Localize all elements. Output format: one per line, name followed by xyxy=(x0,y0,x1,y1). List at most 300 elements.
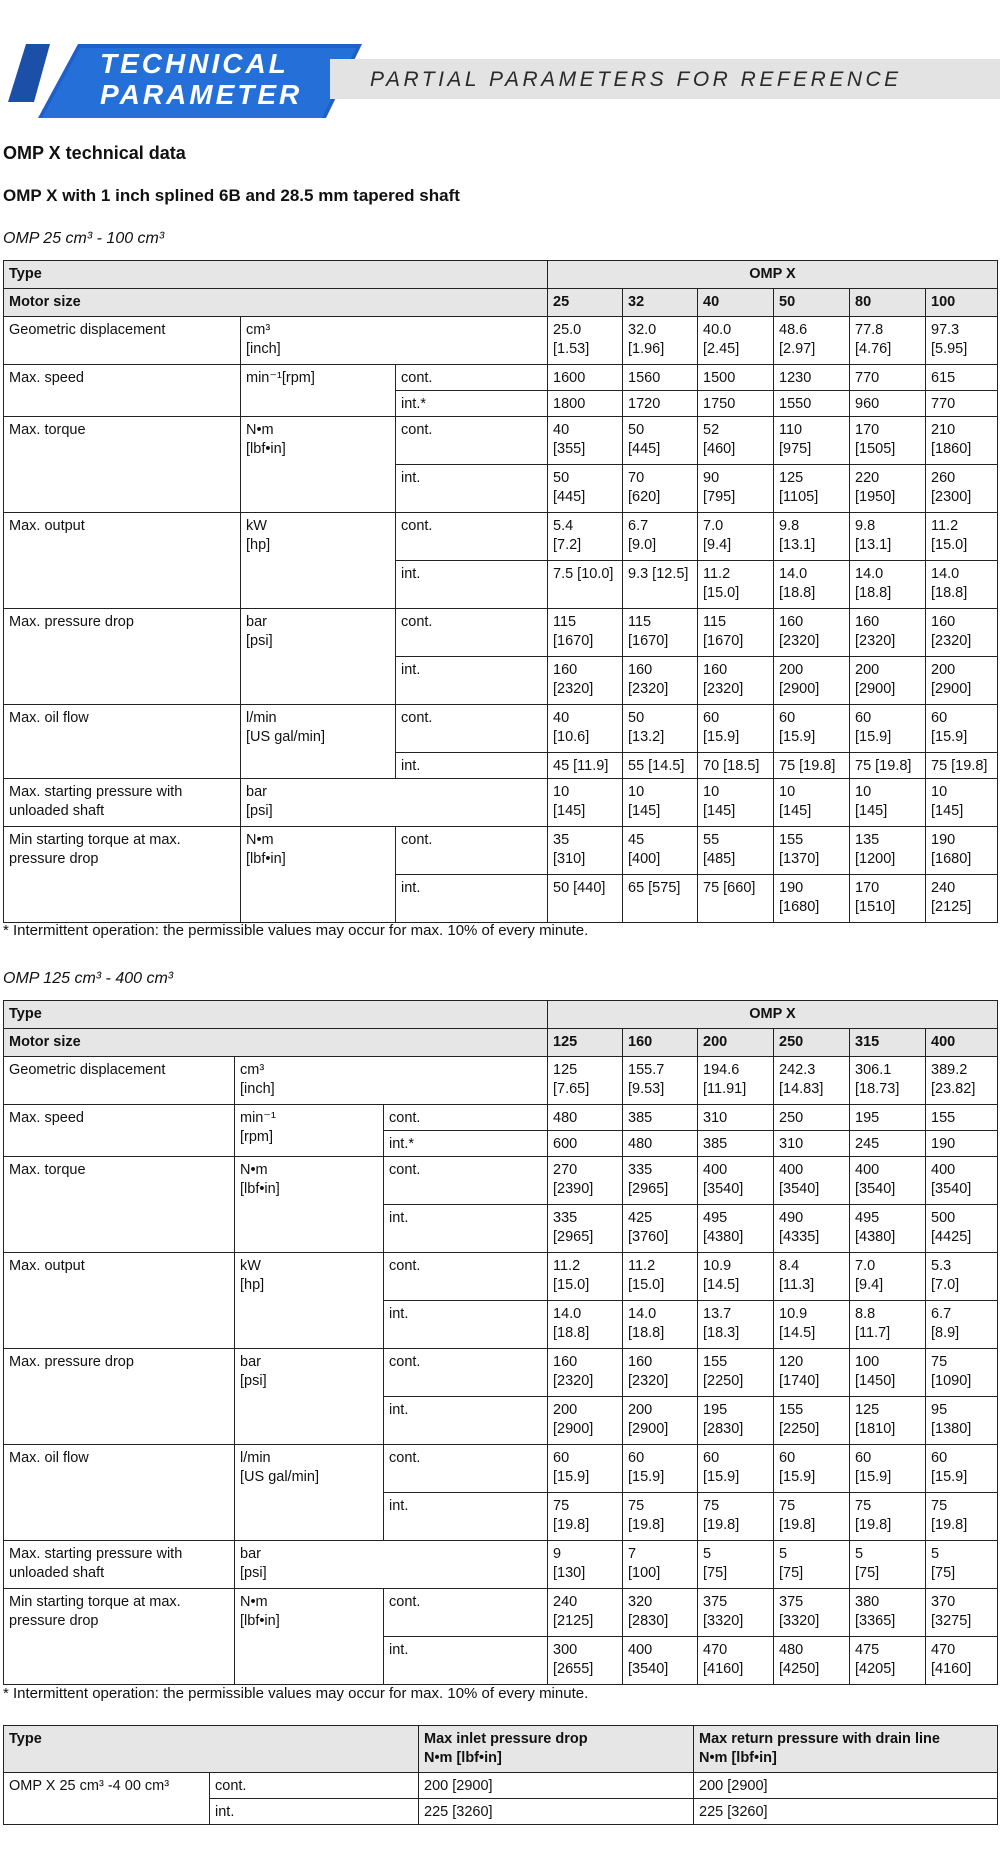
value-line: 75 xyxy=(703,1498,720,1514)
value-line: 306.1 xyxy=(855,1062,892,1078)
size-cell: 125 xyxy=(548,1029,623,1057)
value-line: 400 xyxy=(779,1162,804,1178)
value-line: [19.8] xyxy=(855,1517,892,1533)
unit-line: cm³ xyxy=(240,1062,265,1078)
value-cell xyxy=(774,1157,850,1205)
value-line: [15.0] xyxy=(628,1277,665,1293)
size-cell: 32 xyxy=(623,289,698,317)
value-line: [15.9] xyxy=(779,1469,816,1485)
value-cell xyxy=(926,609,998,657)
value-line: [3540] xyxy=(855,1181,896,1197)
value-cell xyxy=(926,1057,998,1105)
value-cell xyxy=(548,1205,623,1253)
value-line: [15.9] xyxy=(628,1469,665,1485)
unit-cell xyxy=(241,417,396,513)
value-line: [130] xyxy=(553,1565,586,1581)
value-line: [3275] xyxy=(931,1613,972,1629)
value-cell xyxy=(623,1157,698,1205)
value-line: 425 xyxy=(628,1210,653,1226)
value-cell xyxy=(548,1253,623,1301)
value-line: 75 [660] xyxy=(703,880,756,896)
mode-cell: cont. xyxy=(396,417,548,465)
value-line: 100 xyxy=(855,1354,880,1370)
value-line: 160 xyxy=(855,614,880,630)
value-cell xyxy=(774,417,850,465)
value-cell xyxy=(623,465,698,513)
table-row xyxy=(4,1445,998,1493)
unit-cell xyxy=(241,513,396,609)
table-row xyxy=(4,1773,998,1799)
value-cell xyxy=(698,779,774,827)
table1 xyxy=(3,260,998,923)
mode-cell: cont. xyxy=(396,365,548,391)
value-line: 242.3 xyxy=(779,1062,816,1078)
value-line: [100] xyxy=(628,1565,661,1581)
value-line: [1670] xyxy=(553,633,594,649)
value-line: 60 xyxy=(931,710,948,726)
value-line: 7 xyxy=(628,1546,637,1562)
unit-line: [US gal/min] xyxy=(246,729,325,745)
value-line: 240 xyxy=(931,880,956,896)
value-cell xyxy=(698,1445,774,1493)
value-line: [75] xyxy=(779,1565,804,1581)
value-line: 470 xyxy=(931,1642,956,1658)
size-cell: 80 xyxy=(850,289,926,317)
page-heading: OMP X technical data xyxy=(3,143,186,163)
value-line: [7.0] xyxy=(931,1277,960,1293)
value-line: [14.83] xyxy=(779,1081,824,1097)
value-cell xyxy=(774,827,850,875)
value-cell xyxy=(926,561,998,609)
value-line: 10 xyxy=(855,784,872,800)
value-line: [1510] xyxy=(855,899,896,915)
value-line: [400] xyxy=(628,851,661,867)
value-line: [5.95] xyxy=(931,341,968,357)
value-line: 335 xyxy=(553,1210,578,1226)
value-cell xyxy=(623,1637,698,1685)
value-line: 155 xyxy=(779,832,804,848)
value-cell xyxy=(850,1157,926,1205)
banner-title-line2: PARAMETER xyxy=(100,79,303,110)
value-line: 5.3 xyxy=(931,1258,952,1274)
value-line: 125 xyxy=(553,1062,578,1078)
unit-line: cm³ xyxy=(246,322,271,338)
value-line: [10.6] xyxy=(553,729,590,745)
table-row xyxy=(4,705,998,753)
value-line: 40 xyxy=(553,710,570,726)
value-cell: 190 xyxy=(926,1131,998,1157)
value-cell xyxy=(850,827,926,875)
mode-cell: cont. xyxy=(384,1445,548,1493)
mode-cell: cont. xyxy=(210,1773,419,1799)
value-cell xyxy=(850,875,926,923)
value-line: 48.6 xyxy=(779,322,808,338)
value-line: [9.0] xyxy=(628,537,657,553)
size-cell: 25 xyxy=(548,289,623,317)
value-line: 50 xyxy=(553,470,570,486)
value-line: 75 xyxy=(931,1354,948,1370)
value-line: [15.9] xyxy=(779,729,816,745)
value-cell xyxy=(548,779,623,827)
unit-line: [inch] xyxy=(240,1081,275,1097)
value-cell: 1500 xyxy=(698,365,774,391)
unit-line: N•m xyxy=(246,832,274,848)
table-row xyxy=(4,317,998,365)
value-line: 110 xyxy=(779,422,803,438)
banner-title-line1: TECHNICAL xyxy=(100,48,289,79)
value-cell: 1750 xyxy=(698,391,774,417)
value-cell xyxy=(623,1445,698,1493)
value-line: 8.4 xyxy=(779,1258,800,1274)
value-line: [2320] xyxy=(855,633,896,649)
value-line: [145] xyxy=(779,803,812,819)
value-cell: 1550 xyxy=(774,391,850,417)
value-cell xyxy=(926,317,998,365)
value-line: [2320] xyxy=(628,681,669,697)
value-line: [445] xyxy=(553,489,586,505)
value-line: [1810] xyxy=(855,1421,896,1437)
value-line: 490 xyxy=(779,1210,804,1226)
value-line: [2965] xyxy=(553,1229,594,1245)
value-line: 8.8 xyxy=(855,1306,876,1322)
value-line: 200 xyxy=(628,1402,653,1418)
value-line: [19.8] xyxy=(628,1517,665,1533)
table-row xyxy=(4,609,998,657)
value-line: 160 xyxy=(703,662,728,678)
value-line: 75 xyxy=(855,1498,872,1514)
size-cell: 160 xyxy=(623,1029,698,1057)
value-cell xyxy=(850,1637,926,1685)
table-row xyxy=(4,1589,998,1637)
value-line: 10 xyxy=(703,784,720,800)
value-cell xyxy=(926,657,998,705)
value-cell xyxy=(926,1301,998,1349)
value-cell xyxy=(926,513,998,561)
value-line: [18.8] xyxy=(779,585,816,601)
value-line: 155.7 xyxy=(628,1062,665,1078)
value-line: 10 xyxy=(931,784,948,800)
banner xyxy=(0,40,1000,118)
value-cell: 615 xyxy=(926,365,998,391)
value-line: 10.9 xyxy=(779,1306,808,1322)
value-cell xyxy=(548,317,623,365)
row-label: Geometric displacement xyxy=(4,1057,235,1105)
value-line: 155 xyxy=(779,1402,804,1418)
unit-line: [psi] xyxy=(246,803,273,819)
value-line: 200 xyxy=(855,662,880,678)
value-line: 115 xyxy=(553,614,577,630)
value-line: [4425] xyxy=(931,1229,972,1245)
row-label: Max. starting pressure with unloaded shaft xyxy=(4,1541,235,1589)
value-line: 135 xyxy=(855,832,880,848)
value-line: [355] xyxy=(553,441,586,457)
value-line: 220 xyxy=(855,470,880,486)
value-line: 97.3 xyxy=(931,322,960,338)
value-cell xyxy=(623,561,698,609)
value-line: 125 xyxy=(855,1402,880,1418)
value-line: [2320] xyxy=(931,633,972,649)
unit-cell xyxy=(235,1349,384,1445)
value-line: [145] xyxy=(703,803,736,819)
value-cell xyxy=(698,1057,774,1105)
value-cell xyxy=(623,657,698,705)
value-line: 495 xyxy=(855,1210,880,1226)
value-line: [1.96] xyxy=(628,341,665,357)
table1-note: * Intermittent operation: the permissible values may occur for max. 10% of every minute. xyxy=(3,922,589,939)
unit-line: bar xyxy=(246,614,267,630)
value-line: 115 xyxy=(628,614,652,630)
row-label: Max. oil flow xyxy=(4,705,241,779)
value-cell xyxy=(774,1205,850,1253)
value-cell xyxy=(774,609,850,657)
value-cell: 1720 xyxy=(623,391,698,417)
value-line: 500 xyxy=(931,1210,956,1226)
unit-line: [psi] xyxy=(240,1565,267,1581)
value-line: 125 xyxy=(779,470,804,486)
mode-cell: int. xyxy=(396,753,548,779)
unit-cell xyxy=(235,1105,384,1157)
value-line: [2830] xyxy=(703,1421,744,1437)
value-line: 190 xyxy=(779,880,804,896)
value-line: [445] xyxy=(628,441,661,457)
table-row xyxy=(4,513,998,561)
unit-cell xyxy=(235,1445,384,1541)
value-cell: 480 xyxy=(548,1105,623,1131)
value-line: [13.2] xyxy=(628,729,665,745)
value-cell: 310 xyxy=(774,1131,850,1157)
value-line: 60 xyxy=(703,1450,720,1466)
value-cell xyxy=(774,465,850,513)
mode-cell: int. xyxy=(384,1493,548,1541)
value-line: [3760] xyxy=(628,1229,669,1245)
size-cell: 250 xyxy=(774,1029,850,1057)
unit-line: [lbf•in] xyxy=(246,441,286,457)
value-line: 160 xyxy=(628,662,653,678)
value-line: [7.2] xyxy=(553,537,582,553)
value-cell xyxy=(698,1637,774,1685)
value-line: [19.8] xyxy=(703,1517,740,1533)
value-line: 10 xyxy=(779,784,796,800)
value-cell xyxy=(548,1589,623,1637)
value-line: 270 xyxy=(553,1162,578,1178)
value-cell xyxy=(774,1541,850,1589)
value-line: [15.9] xyxy=(931,1469,968,1485)
header-line: Max inlet pressure drop xyxy=(424,1731,588,1747)
value-line: [9.4] xyxy=(855,1277,884,1293)
value-cell xyxy=(623,1057,698,1105)
value-line: [4160] xyxy=(703,1661,744,1677)
value-cell: 75 [19.8] xyxy=(926,753,998,779)
mode-cell: int. xyxy=(396,561,548,609)
value-line: 300 xyxy=(553,1642,578,1658)
value-line: 14.0 xyxy=(779,566,808,582)
header-line: N•m [lbf•in] xyxy=(424,1750,502,1766)
value-cell xyxy=(774,1493,850,1541)
table-row xyxy=(4,1001,998,1029)
value-line: 200 xyxy=(931,662,956,678)
row-label: Min starting torque at max. pressure drop xyxy=(4,1589,235,1685)
value-line: 60 xyxy=(931,1450,948,1466)
unit-line: min⁻¹ xyxy=(240,1110,276,1126)
value-cell xyxy=(698,1301,774,1349)
row-label: Max. output xyxy=(4,1253,235,1349)
mode-cell: int. xyxy=(396,465,548,513)
value-cell xyxy=(850,1349,926,1397)
unit-cell xyxy=(235,1589,384,1685)
family-label: OMP X xyxy=(548,261,998,289)
value-line: 194.6 xyxy=(703,1062,740,1078)
value-line: 210 xyxy=(931,422,956,438)
value-cell xyxy=(850,317,926,365)
value-cell xyxy=(926,705,998,753)
value-cell xyxy=(926,1397,998,1445)
mode-cell: int. xyxy=(384,1637,548,1685)
value-cell xyxy=(698,657,774,705)
value-cell xyxy=(698,875,774,923)
unit-line: [hp] xyxy=(246,537,271,553)
value-cell xyxy=(548,1445,623,1493)
value-line: 11.2 xyxy=(931,518,959,534)
value-line: 52 xyxy=(703,422,720,438)
value-cell xyxy=(850,1057,926,1105)
value-cell: 385 xyxy=(698,1131,774,1157)
value-line: 200 xyxy=(553,1402,578,1418)
value-line: [1.53] xyxy=(553,341,590,357)
value-cell: 1600 xyxy=(548,365,623,391)
value-line: [2320] xyxy=(703,681,744,697)
size-cell: 50 xyxy=(774,289,850,317)
value-line: [11.7] xyxy=(855,1325,891,1341)
value-cell xyxy=(623,1493,698,1541)
size-cell: 400 xyxy=(926,1029,998,1057)
value-line: [9.53] xyxy=(628,1081,665,1097)
table-row xyxy=(4,1349,998,1397)
value-line: 475 xyxy=(855,1642,880,1658)
value-cell xyxy=(774,1349,850,1397)
table-row xyxy=(4,1029,998,1057)
value-line: [15.9] xyxy=(553,1469,590,1485)
value-cell xyxy=(623,609,698,657)
table-row xyxy=(4,1541,998,1589)
value-cell xyxy=(698,827,774,875)
value-cell: 600 xyxy=(548,1131,623,1157)
value-cell xyxy=(698,1253,774,1301)
value-line: 375 xyxy=(703,1594,728,1610)
value-line: [4205] xyxy=(855,1661,896,1677)
table-row xyxy=(4,289,998,317)
value-cell: 770 xyxy=(926,391,998,417)
value-cell xyxy=(926,1349,998,1397)
value-cell xyxy=(623,875,698,923)
value-line: 170 xyxy=(855,422,880,438)
value-line: [2900] xyxy=(931,681,972,697)
value-line: [1105] xyxy=(779,489,819,505)
value-line: [3320] xyxy=(703,1613,744,1629)
value-line: [795] xyxy=(703,489,736,505)
value-line: [145] xyxy=(553,803,586,819)
value-line: 70 xyxy=(628,470,645,486)
value-cell xyxy=(548,1493,623,1541)
value-line: 480 xyxy=(779,1642,804,1658)
value-cell xyxy=(926,1493,998,1541)
value-cell: 770 xyxy=(850,365,926,391)
value-line: [3540] xyxy=(779,1181,820,1197)
value-cell xyxy=(774,1589,850,1637)
row-label: Max. speed xyxy=(4,1105,235,1157)
value-cell xyxy=(548,465,623,513)
value-line: 60 xyxy=(779,710,796,726)
value-cell xyxy=(774,779,850,827)
value-cell xyxy=(623,705,698,753)
value-line: [15.9] xyxy=(703,1469,740,1485)
value-line: [4250] xyxy=(779,1661,820,1677)
value-line: 160 xyxy=(779,614,804,630)
value-line: 7.5 [10.0] xyxy=(553,566,614,582)
value-line: [3540] xyxy=(703,1181,744,1197)
return-header xyxy=(694,1726,998,1773)
value-cell xyxy=(774,875,850,923)
unit-cell xyxy=(241,317,548,365)
value-cell xyxy=(850,513,926,561)
table-row xyxy=(4,1253,998,1301)
value-line: [18.73] xyxy=(855,1081,900,1097)
value-line: 75 xyxy=(779,1498,796,1514)
value-cell xyxy=(698,1589,774,1637)
table-row xyxy=(4,417,998,465)
value-cell xyxy=(548,1541,623,1589)
value-cell xyxy=(850,1205,926,1253)
unit-line: [lbf•in] xyxy=(240,1613,280,1629)
table-row xyxy=(4,779,998,827)
value-cell xyxy=(850,779,926,827)
value-cell xyxy=(926,875,998,923)
value-line: [18.8] xyxy=(553,1325,590,1341)
value-line: 11.2 xyxy=(553,1258,581,1274)
unit-line: kW xyxy=(246,518,267,534)
value-cell xyxy=(623,317,698,365)
value-line: 11.2 xyxy=(703,566,731,582)
value-line: [1740] xyxy=(779,1373,820,1389)
mode-cell: cont. xyxy=(396,827,548,875)
value-cell xyxy=(548,827,623,875)
value-cell xyxy=(774,1253,850,1301)
value-cell xyxy=(926,1157,998,1205)
row-label: Max. speed xyxy=(4,365,241,417)
value-cell: 385 xyxy=(623,1105,698,1131)
value-line: [2900] xyxy=(855,681,896,697)
value-cell xyxy=(926,827,998,875)
value-line: 60 xyxy=(553,1450,570,1466)
unit-line: bar xyxy=(240,1354,261,1370)
value-line: [2830] xyxy=(628,1613,669,1629)
value-line: [7.65] xyxy=(553,1081,590,1097)
value-cell xyxy=(926,779,998,827)
value-line: 13.7 xyxy=(703,1306,732,1322)
table1-caption: OMP 25 cm³ - 100 cm³ xyxy=(3,230,165,247)
value-line: [2320] xyxy=(553,681,594,697)
value-cell xyxy=(548,1157,623,1205)
size-cell: 100 xyxy=(926,289,998,317)
row-label: OMP X 25 cm³ -4 00 cm³ xyxy=(4,1773,210,1825)
value-line: [2900] xyxy=(553,1421,594,1437)
value-line: 400 xyxy=(931,1162,956,1178)
type-label: Type xyxy=(4,1001,548,1029)
unit-cell: min⁻¹[rpm] xyxy=(241,365,396,417)
value-line: 5 xyxy=(855,1546,864,1562)
value-cell: 200 [2900] xyxy=(419,1773,694,1799)
value-cell xyxy=(698,417,774,465)
unit-line: [hp] xyxy=(240,1277,265,1293)
